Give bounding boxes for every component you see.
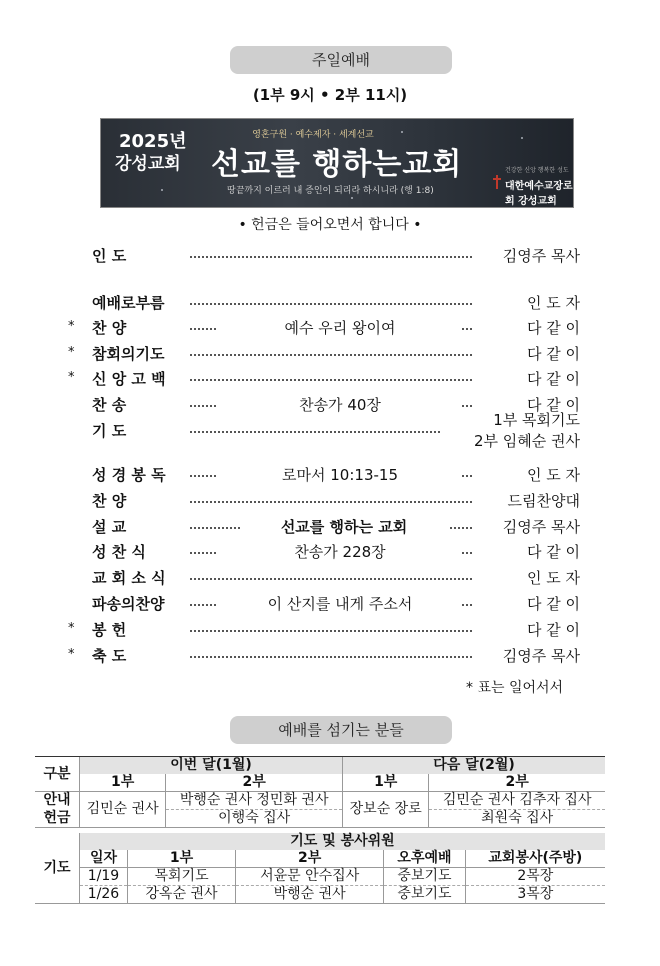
order-row (68, 368, 580, 392)
guide-label: 안내 (43, 792, 71, 809)
this-part1-cell: 김민순 권사 (80, 792, 166, 828)
order-item: 선교를 행하는 교회 (240, 516, 448, 537)
prayer-col-header: 2부 (236, 850, 384, 868)
order-item: 찬송가 40장 (218, 394, 462, 415)
cross-icon (493, 175, 501, 189)
category-header: 구분 (35, 757, 80, 792)
order-person: 다 같 이 (526, 345, 580, 363)
prayer-col-header: 1부 (128, 850, 236, 868)
prayer-title: 기도 및 봉사위원 (80, 833, 606, 850)
next-part2-offering: 최원숙 집사 (429, 810, 605, 828)
banner-church: 강성교회 (115, 154, 181, 174)
this-part2-offering: 이행숙 집사 (166, 810, 343, 828)
order-row (68, 619, 580, 643)
banner-motto: 영혼구원 · 예수제자 · 세계선교 (252, 130, 374, 140)
order-person: 김영주 목사 (502, 247, 580, 265)
this-part2-guide: 박행순 권사 정민화 권사 (166, 792, 343, 810)
banner-verse: 땅끝까지 이르러 내 증인이 되리라 하시니라 (행 1:8) (227, 186, 434, 196)
theme-banner (100, 118, 574, 208)
prayer-cell: 목회기도 (128, 868, 236, 886)
leader-dots (190, 354, 472, 356)
prayer-col-header: 교회봉사(주방) (465, 850, 605, 868)
servers-table (35, 756, 605, 828)
order-label: 파송의찬양 (92, 595, 165, 613)
order-row (68, 541, 580, 565)
order-person: 다 같 이 (526, 543, 580, 561)
order-row (68, 464, 580, 488)
order-label: 참회의기도 (92, 345, 165, 363)
banner-logo-tagline: 건강한 신앙 행복한 성도 (505, 167, 569, 174)
prayer-col-header: 오후예배 (384, 850, 466, 868)
order-label: 찬 양 (92, 492, 127, 510)
banner-title: 선교를 행하는교회 (211, 147, 463, 182)
order-item: 이 산지를 내게 주소서 (218, 593, 462, 614)
order-label: 찬 송 (92, 396, 127, 414)
next-part1-header: 1부 (343, 774, 429, 792)
order-person: 인 도 자 (526, 294, 580, 312)
order-label: 기 도 (92, 422, 127, 440)
this-month-header: 이번 달(1월) (80, 757, 343, 775)
order-row (68, 292, 580, 316)
next-part2-guide: 김민순 권사 김추자 집사 (429, 792, 605, 810)
order-person: 인 도 자 (526, 569, 580, 587)
prayer-cell: 박행순 권사 (236, 886, 384, 904)
next-month-header: 다음 달(2월) (343, 757, 605, 775)
next-part1-cell: 장보순 장로 (343, 792, 429, 828)
stand-mark: * (68, 621, 75, 636)
order-row (68, 516, 580, 540)
stand-mark: * (68, 370, 75, 385)
order-row (68, 411, 580, 450)
order-row (68, 343, 580, 367)
order-label: 신 앙 고 백 (92, 370, 166, 388)
stand-mark: * (68, 647, 75, 662)
leader-dots (190, 256, 472, 258)
stand-mark: * (68, 345, 75, 360)
next-part2-header: 2부 (429, 774, 605, 792)
prayer-cell: 2목장 (465, 868, 605, 886)
order-person (474, 410, 580, 452)
order-label: 찬 양 (92, 319, 127, 337)
prayer-cell: 1/19 (80, 868, 128, 886)
order-person: 다 같 이 (526, 595, 580, 613)
leader-dots (190, 431, 440, 433)
order-label: 설 교 (92, 518, 127, 536)
leader-dots (190, 379, 472, 381)
banner-logo-name: 대한예수교장로회 강성교회 (505, 181, 573, 207)
prayer-cell: 중보기도 (384, 868, 466, 886)
leader-dots (190, 303, 472, 305)
order-person-line2: 2부 임혜순 권사 (473, 432, 580, 450)
order-label: 봉 헌 (92, 621, 127, 639)
order-row (68, 645, 580, 669)
order-person: 드림찬양대 (507, 492, 580, 510)
order-label: 인 도 (92, 247, 127, 265)
order-person: 다 같 이 (526, 621, 580, 639)
service-times: (1부 9시 • 2부 11시) (252, 86, 408, 104)
order-row (68, 317, 580, 341)
order-person: 다 같 이 (526, 396, 580, 414)
servers-title: 예배를 섬기는 분들 (230, 716, 452, 744)
this-part1-header: 1부 (80, 774, 166, 792)
offering-label: 헌금 (35, 810, 80, 828)
order-item: 예수 우리 왕이여 (218, 317, 462, 338)
prayer-label: 기도 (35, 833, 80, 904)
this-part2-header: 2부 (166, 774, 343, 792)
order-row (68, 593, 580, 617)
standing-note: * 표는 일어서서 (466, 680, 564, 696)
order-person: 다 같 이 (526, 370, 580, 388)
order-row (68, 245, 580, 269)
banner-year: 2025년 (119, 131, 187, 152)
order-row (68, 490, 580, 514)
stand-mark: * (68, 319, 75, 334)
order-person: 인 도 자 (526, 466, 580, 484)
leader-dots (190, 501, 472, 503)
prayer-cell: 3목장 (465, 886, 605, 904)
order-person: 김영주 목사 (502, 647, 580, 665)
order-label: 예배로부름 (92, 294, 165, 312)
leader-dots (190, 656, 472, 658)
prayer-cell: 서윤문 안수집사 (236, 868, 384, 886)
offering-notice: • 헌금은 들어오면서 합니다 • (238, 217, 422, 233)
order-person-line1: 1부 목회기도 (493, 411, 580, 429)
leader-dots (190, 578, 472, 580)
prayer-cell: 중보기도 (384, 886, 466, 904)
prayer-col-header: 일자 (80, 850, 128, 868)
order-item: 로마서 10:13-15 (218, 464, 462, 485)
prayer-cell: 1/26 (80, 886, 128, 904)
prayer-cell: 강옥순 권사 (128, 886, 236, 904)
order-person: 김영주 목사 (502, 518, 580, 536)
worship-title: 주일예배 (230, 46, 452, 74)
prayer-table (35, 833, 605, 904)
order-label: 교 회 소 식 (92, 569, 166, 587)
order-person: 다 같 이 (526, 319, 580, 337)
order-label: 축 도 (92, 647, 127, 665)
order-label: 성 찬 식 (92, 543, 146, 561)
order-label: 성 경 봉 독 (92, 466, 166, 484)
order-item: 찬송가 228장 (218, 541, 462, 562)
order-row (68, 567, 580, 591)
leader-dots (190, 630, 472, 632)
